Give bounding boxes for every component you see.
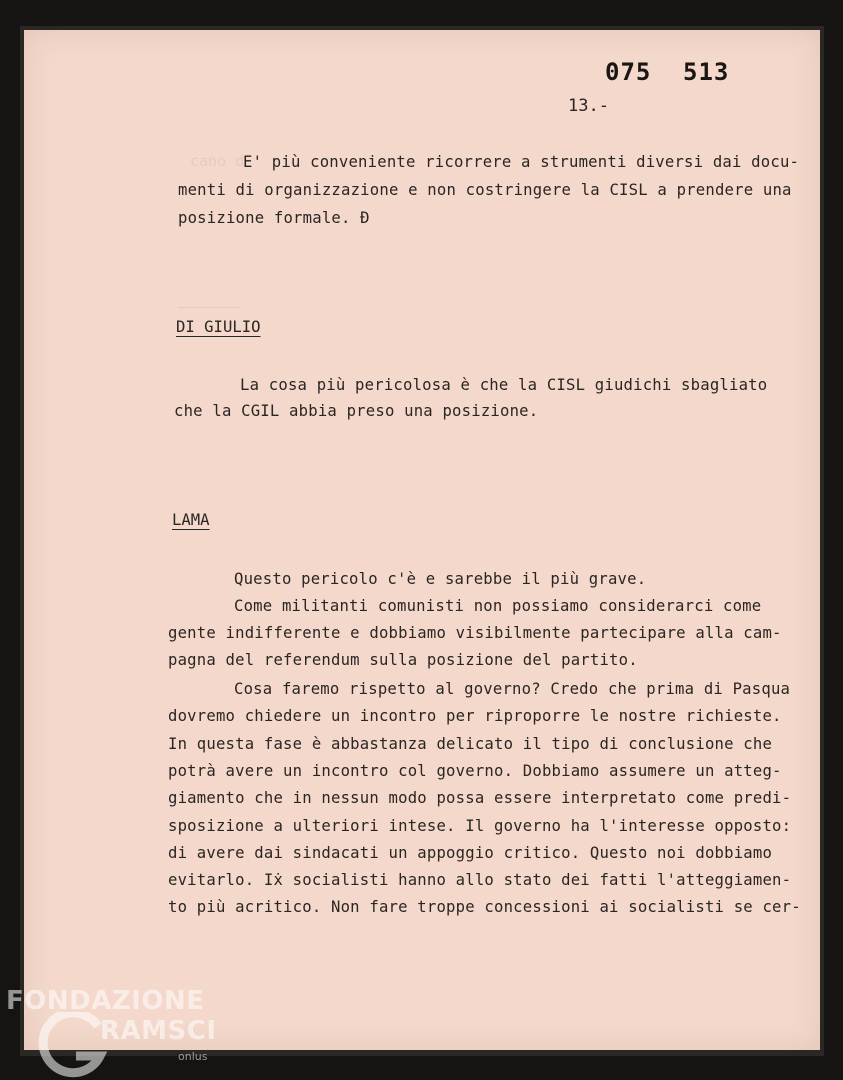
- paragraph-intro-line-1: E' più conveniente ricorrere a strumenti diversi dai docu-: [243, 153, 800, 171]
- g-emblem-icon: [36, 1012, 108, 1078]
- lama-line-1: Questo pericolo c'è e sarebbe il più grave.: [234, 570, 647, 588]
- paragraph-intro-line-3: posizione formale. Ð: [178, 209, 370, 227]
- lama-line-2: Come militanti comunisti non possiamo considerarci come: [234, 597, 762, 615]
- lama-line-8: potrà avere un incontro col governo. Dobbiamo assumere un atteg-: [168, 762, 782, 780]
- di-giulio-line-2: che la CGIL abbia preso una posizione.: [174, 402, 539, 420]
- lama-line-11: di avere dai sindacati un appoggio critico. Questo noi dobbiamo: [168, 844, 773, 862]
- speaker-heading-di-giulio: DI GIULIO: [176, 318, 261, 336]
- di-giulio-line-1: La cosa più pericolosa è che la CISL giudichi sbagliato: [240, 376, 768, 394]
- speaker-heading-lama: LAMA: [172, 511, 210, 529]
- bleed-through-text-2: [178, 288, 241, 315]
- lama-line-4: pagna del referendum sulla posizione del partito.: [168, 651, 638, 669]
- bleed-through-text: cano d: [190, 152, 245, 170]
- lama-line-5: Cosa faremo rispetto al governo? Credo che prima di Pasqua: [234, 680, 791, 698]
- page-number: 13.-: [568, 96, 609, 116]
- lama-line-10: sposizione a ulteriori intese. Il governo ha l'interesse opposto:: [168, 817, 792, 835]
- lama-line-7: In questa fase è abbastanza delicato il tipo di conclusione che: [168, 735, 773, 753]
- logo-line-3: onlus: [178, 1050, 208, 1063]
- lama-line-3: gente indifferente e dobbiamo visibilmente partecipare alla cam-: [168, 624, 782, 642]
- logo-line-2: RAMSCI: [100, 1016, 217, 1046]
- lama-line-6: dovremo chiedere un incontro per riproporre le nostre richieste.: [168, 707, 782, 725]
- lama-line-9: giamento che in nessun modo possa essere interpretato come predi-: [168, 789, 792, 807]
- lama-line-12: evitarlo. Iẋ socialisti hanno allo stato dei fatti l'atteggiamen-: [168, 871, 792, 889]
- archive-number-part2: 513: [683, 58, 730, 86]
- fondazione-gramsci-logo: [6, 986, 216, 1080]
- archive-number-part1: 075: [605, 58, 652, 86]
- lama-line-13: to più acritico. Non fare troppe concessioni ai socialisti se cer-: [168, 898, 801, 916]
- logo-line-1: FONDAZIONE: [6, 986, 205, 1016]
- paragraph-intro-line-2: menti di organizzazione e non costringere la CISL a prendere una: [178, 181, 792, 199]
